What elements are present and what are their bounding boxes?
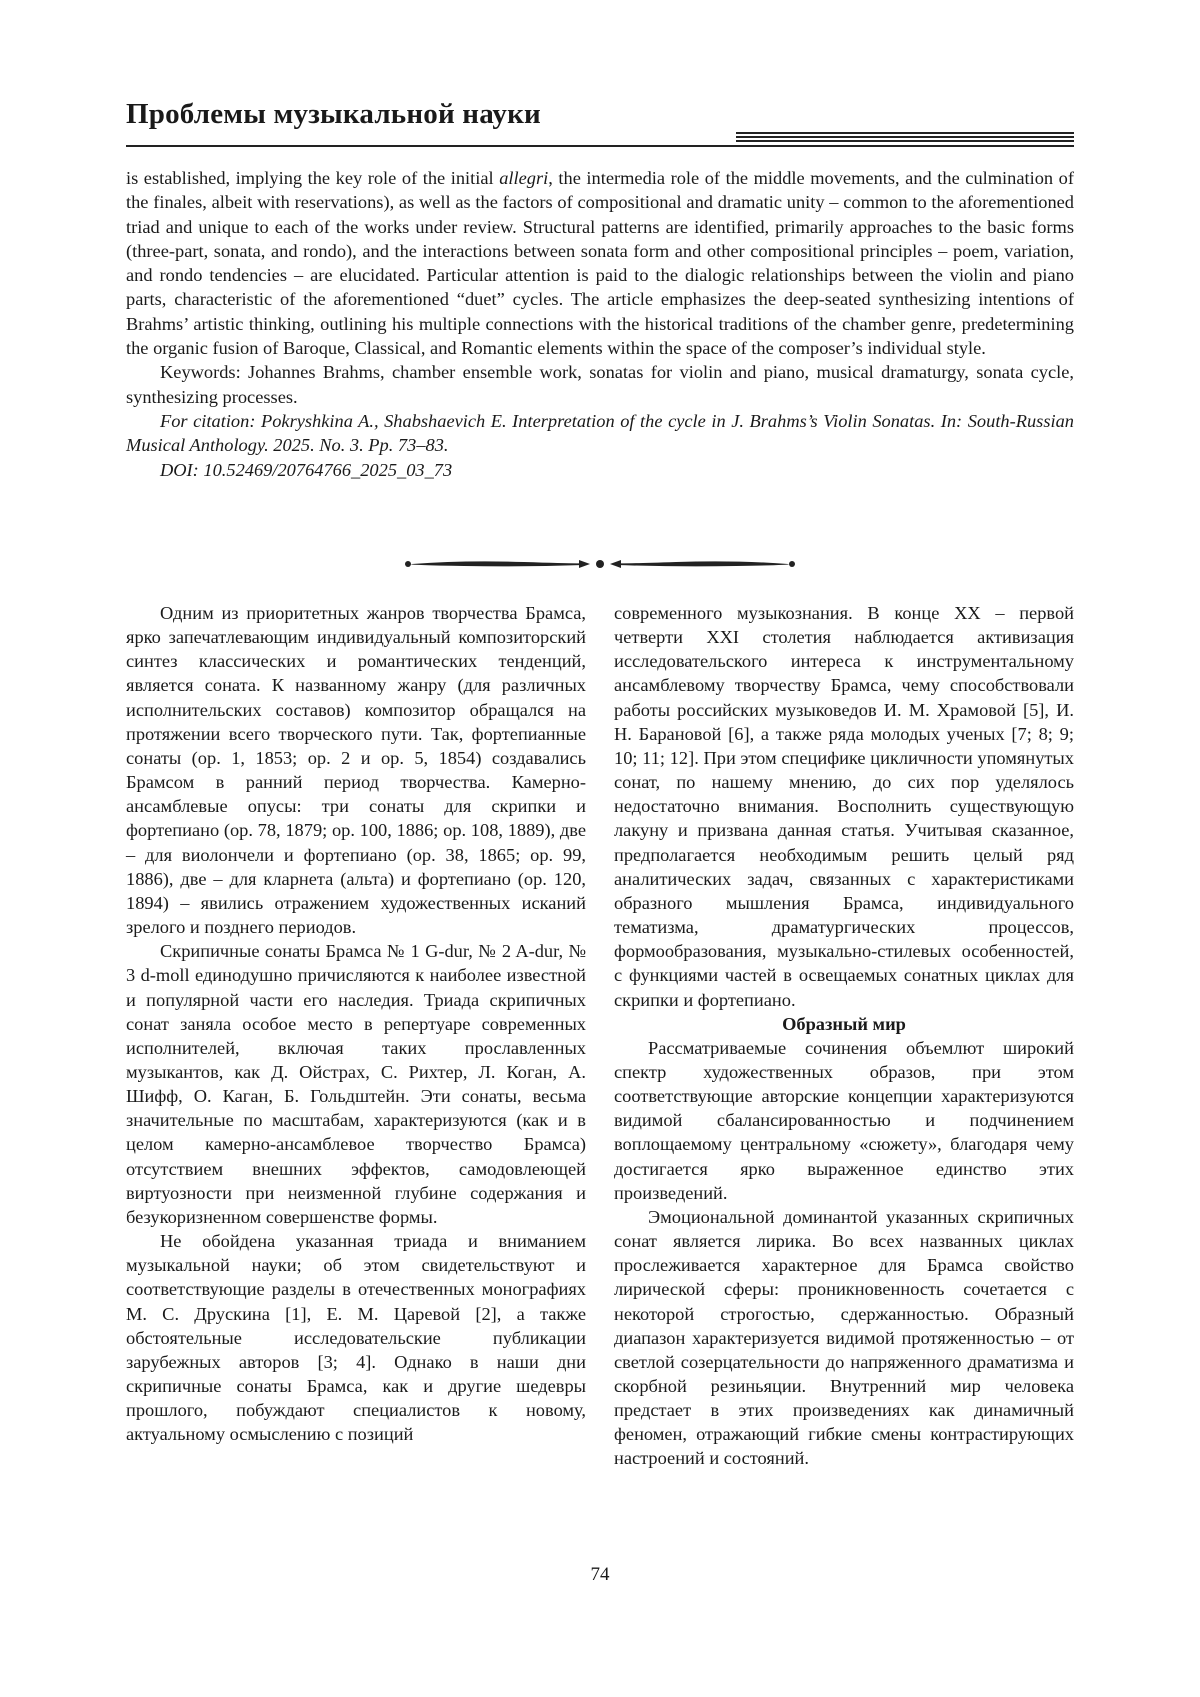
body-column-left [126, 601, 586, 1446]
abstract-paragraph: is established, implying the key role of the initial allegri, the intermedia role of the middle movements, and the culmination of the finales, albeit with reservations), as well as the factors of compositional and dramatic unity – common to the aforementioned triad and unique to each of the works under review. Structural patterns are identified, primarily approaches to the basic forms (three-part, sonata, and rondo), and the interactions between sonata form and other compositional principles – poem, variation, and rondo tendencies – are elucidated. Particular attention is paid to the dialogic relationships between the violin and piano parts, characteristic of the aforementioned “duet” cycles. The article emphasizes the deep-seated synthesizing intentions of Brahms’ artistic thinking, outlining his multiple connections with the historical traditions of the chamber genre, predetermining the organic fusion of Baroque, Classical, and Romantic elements within the space of the composer’s individual style. [126, 168, 1074, 359]
header-rule-3 [736, 140, 1074, 142]
header-rule-1 [736, 132, 1074, 134]
page-number: 74 [590, 1564, 610, 1585]
term-allegri: allegri [499, 168, 549, 188]
body-paragraph-continued: современного музыкознания. В конце XX – первой четверти XXI столетия наблюдается активизация исследовательского интереса к инструментальному ансамблевому творчеству Брамса, чему способствовали работы российских музыковедов И. М. Храмовой [5], И. Н. Барановой [6], а также ряда молодых ученых [7; 8; 9; 10; 11; 12]. При этом специфике цикличности упомянутых сонат, по нашему мнению, до сих пор уделялось недостаточно внимания. Восполнить существующую лакуну и призвана данная статья. Учитывая сказанное, предполагается необходимым решить целый ряд аналитических задач, связанных с характеристиками образного мышления Брамса, индивидуального тематизма, драматургических процессов, формообразования, музыкально-стилевых особенностей, с функциями частей в освещаемых сонатных циклах для скрипки и фортепиано. [614, 603, 1074, 1010]
header-rule-2 [736, 136, 1074, 138]
body-paragraph: Рассматриваемые сочинения объемлют широкий спектр художественных образов, при этом соответствующие авторские концепции характеризуются видимой сбалансированностью и подчинением воплощаемому центральному «сюжету», благодаря чему достигается ярко выраженное единство этих произведений. [614, 1037, 1074, 1203]
body-paragraph: Скрипичные сонаты Брамса № 1 G-dur, № 2 A-dur, № 3 d-moll единодушно причисляются к наиболее известной и популярной части его наследия. Триада скрипичных сонат заняла особое место в репертуаре современных исполнителей, включая таких прославленных музыкантов, как Д. Ойстрах, С. Рихтер, Л. Коган, А. Шифф, О. Каган, Б. Гольдштейн. Эти сонаты, весьма значительные по масштабам, характеризуются (как и в целом камерно-ансамблевое творчество Брамса) отсутствием внешних эффектов, самодовлеющей виртуозности при неизменной глубине содержания и безукоризненном совершенстве формы. [126, 941, 586, 1227]
journal-section-title: Проблемы музыкальной науки [126, 98, 541, 130]
body-paragraph: Не обойдена указанная триада и вниманием музыкальной науки; об этом свидетельствуют и соответствующие разделы в отечественных монографиях М. С. Друскина [1], Е. М. Царевой [2], а также обстоятельные исследовательские публикации зарубежных авторов [3; 4]. Однако в наши дни скрипичные сонаты Брамса, как и другие шедевры прошлого, побуждают специалистов к новому, актуальному осмыслению с позиций [126, 1231, 586, 1445]
body-column-right [614, 601, 1074, 1471]
keywords: Keywords: Johannes Brahms, chamber ensemble work, sonatas for violin and piano, musical dramaturgy, sonata cycle, synthesizing processes. [126, 362, 1074, 407]
section-heading: Образный мир [782, 1013, 906, 1034]
header-rule-thin [126, 145, 1074, 147]
abstract [126, 166, 1074, 482]
citation: For citation: Pokryshkina A., Shabshaevich E. Interpretation of the cycle in J. Brahms’s Violin Sonatas. In: South-Russian Musical Anthology. 2025. No. 3. Pp. 73–83. [126, 410, 1074, 456]
body-paragraph: Одним из приоритетных жанров творчества Брамса, ярко запечатлевающим индивидуальный композиторский синтез классических и романтических тенденций, является соната. К названному жанру (для различных исполнительских составов) композитор обращался на протяжении всего творческого пути. Так, фортепианные сонаты (ор. 1, 1853; ор. 2 и ор. 5, 1854) создавались Брамсом в ранний период творчества. Камерно-ансамблевые опусы: три сонаты для скрипки и фортепиано (ор. 78, 1879; ор. 100, 1886; ор. 108, 1889), две – для виолончели и фортепиано (ор. 38, 1865; ор. 99, 1886), две – для кларнета (альта) и фортепиано (ор. 120, 1894) – явились отражением художественных исканий зрелого и позднего периодов. [126, 603, 586, 938]
body-paragraph: Эмоциональной доминантой указанных скрипичных сонат является лирика. Во всех названных циклах прослеживается характерное для Брамса свойство лирической сферы: проникновенность сочетается с некоторой строгостью, сдержанностью. Образный диапазон характеризуется видимой протяженностью – от светлой созерцательности до напряженного драматизма и скорбной резиньяции. Внутренний мир человека предстает в этих произведениях как динамичный феномен, отражающий гибкие смены контрастирующих настроений и состояний. [614, 1206, 1074, 1469]
doi: DOI: 10.52469/20764766_2025_03_73 [160, 459, 453, 480]
section-divider-ornament [404, 556, 796, 572]
